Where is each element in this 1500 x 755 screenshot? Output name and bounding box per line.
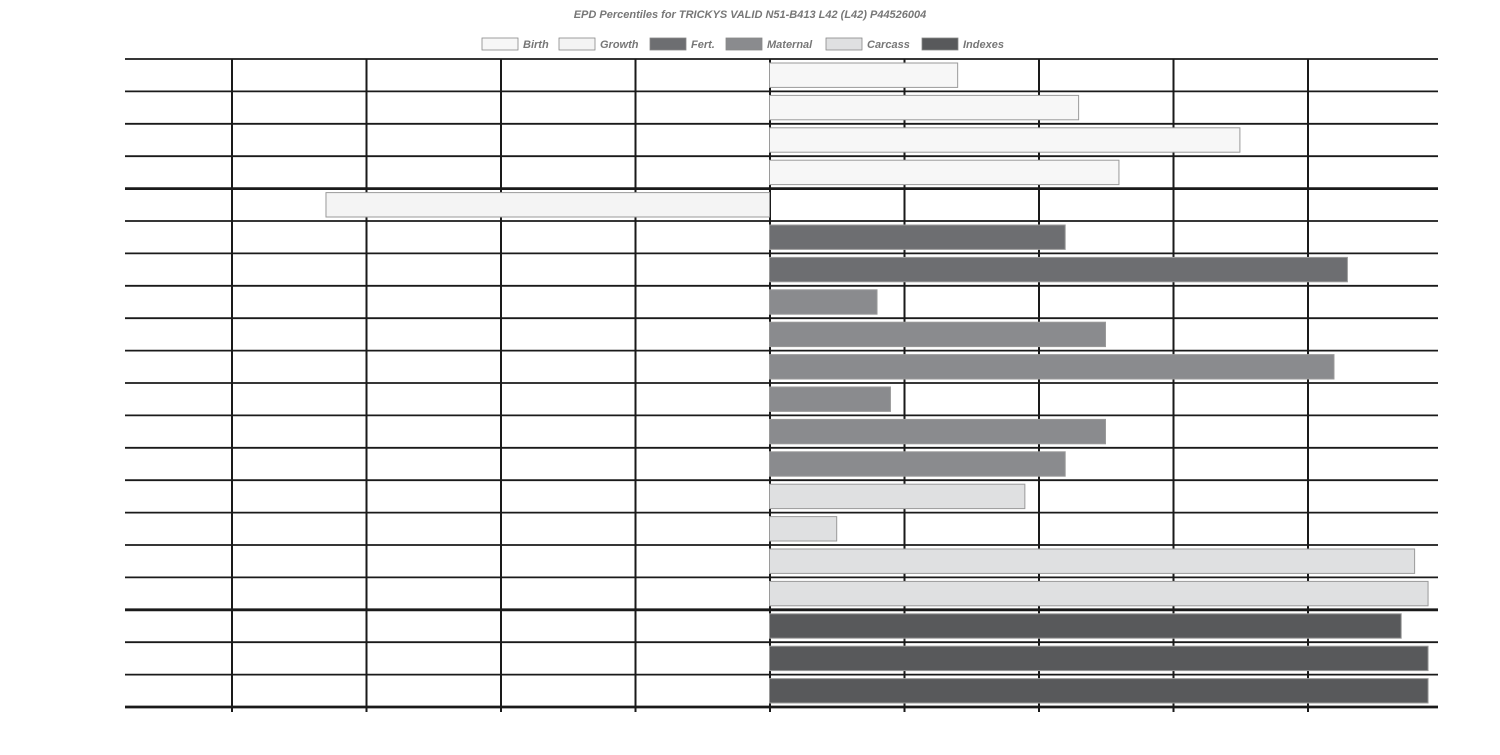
legend-swatch-4 xyxy=(826,38,862,50)
bar-7 xyxy=(770,290,878,314)
legend-label-0: Birth xyxy=(523,39,549,51)
bar-8 xyxy=(770,322,1106,346)
bar-1 xyxy=(770,95,1079,119)
bar-18 xyxy=(770,646,1429,670)
legend xyxy=(482,38,1004,51)
bar-10 xyxy=(770,387,891,411)
bar-13 xyxy=(770,484,1025,508)
legend-label-4: Carcass xyxy=(867,39,910,51)
bar-9 xyxy=(770,355,1334,379)
bar-14 xyxy=(770,517,837,541)
bar-3 xyxy=(770,160,1119,184)
bar-0 xyxy=(770,63,958,87)
bar-15 xyxy=(770,549,1415,573)
bar-19 xyxy=(770,679,1429,703)
bar-16 xyxy=(770,581,1429,605)
legend-swatch-1 xyxy=(559,38,595,50)
bar-11 xyxy=(770,419,1106,443)
legend-swatch-0 xyxy=(482,38,518,50)
legend-swatch-2 xyxy=(650,38,686,50)
bar-4 xyxy=(326,193,770,217)
bar-5 xyxy=(770,225,1066,249)
bar-6 xyxy=(770,257,1348,281)
bar-12 xyxy=(770,452,1066,476)
legend-label-1: Growth xyxy=(600,39,639,51)
bar-2 xyxy=(770,128,1240,152)
legend-label-2: Fert. xyxy=(691,39,715,51)
legend-swatch-5 xyxy=(922,38,958,50)
legend-swatch-3 xyxy=(726,38,762,50)
legend-label-3: Maternal xyxy=(767,39,813,51)
chart-title: EPD Percentiles for TRICKYS VALID N51-B413 L42 (L42) P44526004 xyxy=(573,9,927,21)
bar-17 xyxy=(770,614,1402,638)
legend-label-5: Indexes xyxy=(963,39,1004,51)
